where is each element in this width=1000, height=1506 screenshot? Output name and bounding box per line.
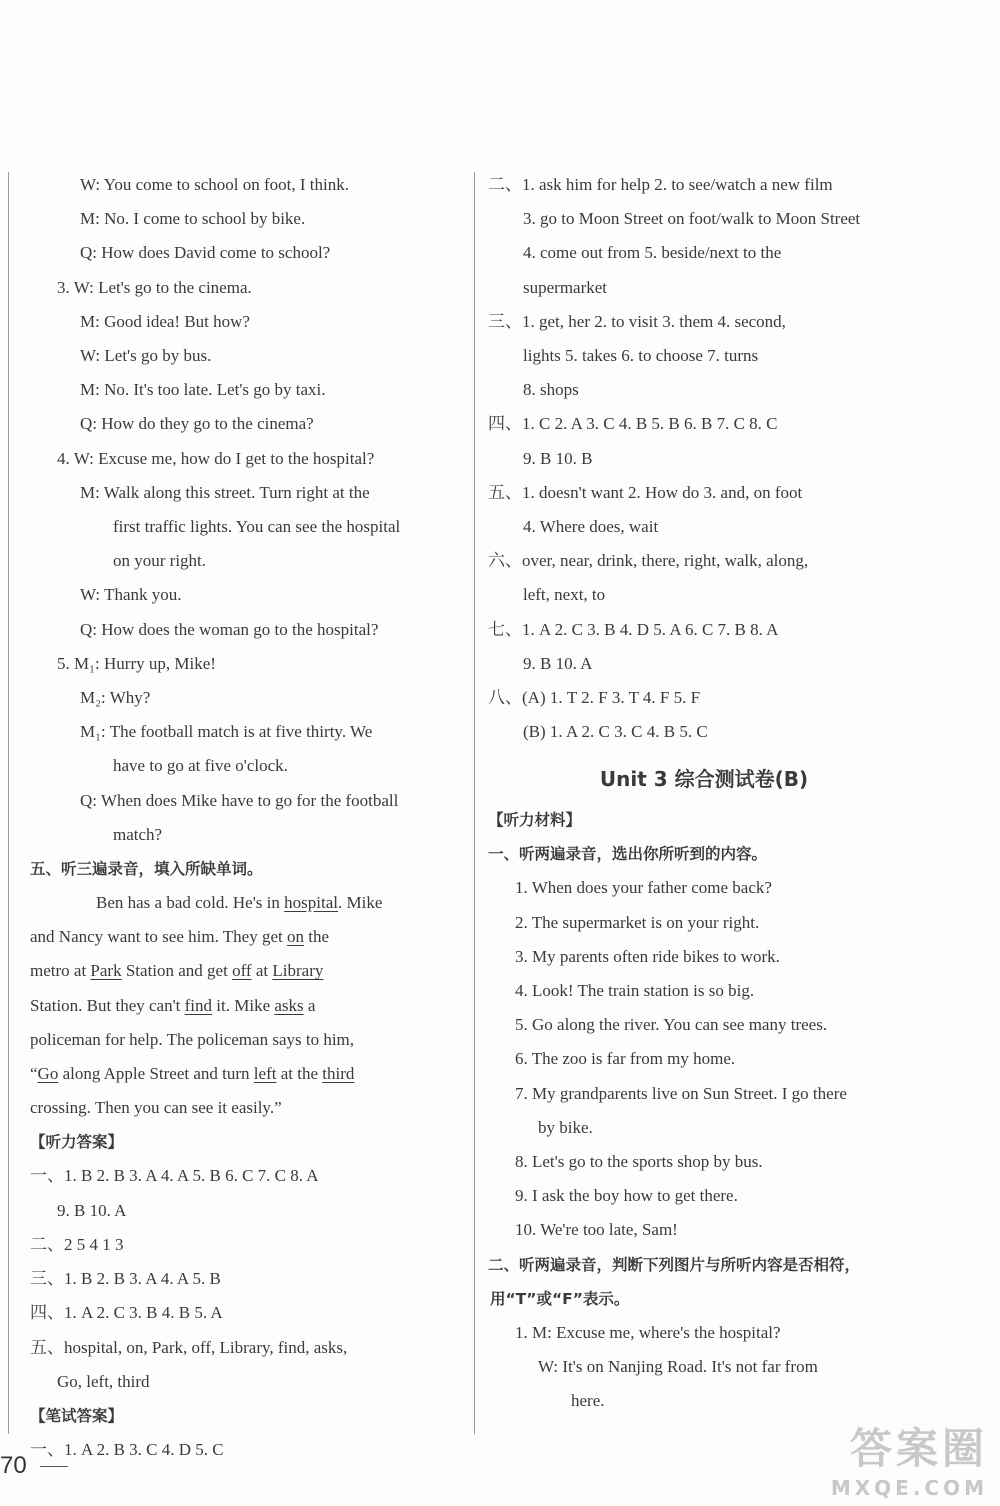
text-line: 一、1. B 2. B 3. A 4. A 5. B 6. C 7. C 8. A — [30, 1166, 319, 1186]
text-line: left, next, to — [523, 585, 606, 605]
text-line: 六、over, near, drink, there, right, walk, along, — [488, 551, 809, 571]
passage-line: Station. But they can't find it. Mike asks a — [30, 995, 316, 1015]
text-line: by bike. — [538, 1117, 593, 1137]
column-divider — [474, 172, 475, 1434]
text-line: 9. I ask the boy how to get there. — [515, 1186, 738, 1206]
right-column — [488, 168, 920, 1418]
section-heading: 五、听三遍录音，填入所缺单词。 — [30, 860, 263, 879]
page-number-dash — [40, 1466, 68, 1467]
text-line: M₁: The football match is at five thirty. We — [80, 722, 373, 742]
text-line: 8. Let's go to the sports shop by bus. — [515, 1152, 763, 1172]
text-line: 五、hospital, on, Park, off, Library, find, asks, — [30, 1337, 348, 1357]
text-line: 4. come out from 5. beside/next to the — [523, 243, 782, 263]
text-line: 二、1. ask him for help 2. to see/watch a new film — [488, 175, 833, 194]
text-line: 3. go to Moon Street on foot/walk to Moon Street — [523, 209, 861, 229]
dialog-transcript — [30, 168, 460, 852]
written-answers-heading: 【笔试答案】 — [30, 1406, 124, 1425]
text-line: 1. M: Excuse me, where's the hospital? — [515, 1322, 781, 1342]
text-line: W: You come to school on foot, I think. — [80, 175, 349, 194]
text-line: 6. The zoo is far from my home. — [515, 1049, 736, 1069]
text-line: M: Good idea! But how? — [80, 311, 250, 331]
text-line: first traffic lights. You can see the hospital — [113, 517, 401, 537]
text-line: 三、1. get, her 2. to visit 3. them 4. second, — [488, 311, 786, 331]
listening-answers-heading: 【听力答案】 — [30, 1133, 124, 1152]
listening-items — [488, 871, 920, 1247]
text-line: 八、(A) 1. T 2. F 3. T 4. F 5. F — [488, 688, 701, 708]
listening-dialog — [488, 1316, 920, 1419]
answer-key — [488, 168, 920, 749]
text-line: W: Thank you. — [80, 585, 182, 605]
text-line: 四、1. A 2. C 3. B 4. B 5. A — [30, 1303, 223, 1323]
passage-line: and Nancy want to see him. They get on the — [30, 927, 330, 947]
text-line: match? — [113, 824, 163, 844]
fill-in-passage — [30, 886, 460, 1125]
text-line: here. — [571, 1391, 605, 1411]
written-answers — [30, 1433, 460, 1467]
text-line: 3. My parents often ride bikes to work. — [515, 946, 780, 966]
text-line: 七、1. A 2. C 3. B 4. D 5. A 6. C 7. B 8. A — [488, 619, 779, 639]
text-line: 四、1. C 2. A 3. C 4. B 5. B 6. B 7. C 8. C — [488, 414, 778, 434]
text-line: M: No. I come to school by bike. — [80, 209, 306, 229]
text-line: Q: How does David come to school? — [80, 243, 331, 263]
text-line: 7. My grandparents live on Sun Street. I go there — [515, 1083, 847, 1103]
text-line: 9. B 10. A — [57, 1200, 127, 1220]
text-line: 10. We're too late, Sam! — [515, 1220, 678, 1240]
text-line: supermarket — [523, 277, 608, 297]
text-line: 4. W: Excuse me, how do I get to the hospital? — [57, 448, 375, 468]
text-line: Q: How do they go to the cinema? — [80, 414, 314, 434]
left-margin-rule — [8, 172, 9, 1434]
listening-answers — [30, 1159, 460, 1398]
text-line: M₂: Why? — [80, 688, 151, 708]
text-line: Q: When does Mike have to go for the football — [80, 790, 399, 810]
text-line: 5. M₁: Hurry up, Mike! — [57, 653, 216, 673]
passage-line: “Go along Apple Street and turn left at the third — [30, 1064, 355, 1084]
page-number: 70 — [0, 1452, 27, 1479]
text-line: W: It's on Nanjing Road. It's not far from — [538, 1356, 818, 1376]
text-line: W: Let's go by bus. — [80, 346, 212, 366]
text-line: on your right. — [113, 551, 207, 571]
text-line: Go, left, third — [57, 1371, 150, 1391]
section-heading-cont: 用“T”或“F”表示。 — [490, 1289, 630, 1308]
watermark-logo: 答案圈 MXQE.COM — [830, 1424, 988, 1500]
text-line: 五、1. doesn't want 2. How do 3. and, on foot — [488, 482, 803, 502]
passage-line: Ben has a bad cold. He's in hospital. Mike — [96, 893, 383, 913]
text-line: 4. Look! The train station is so big. — [515, 981, 755, 1001]
section-heading: 一、听两遍录音，选出你所听到的内容。 — [488, 845, 768, 864]
text-line: 5. Go along the river. You can see many trees. — [515, 1015, 828, 1035]
passage-line: crossing. Then you can see it easily.” — [30, 1098, 282, 1118]
text-line: 1. When does your father come back? — [515, 878, 772, 898]
text-line: M: Walk along this street. Turn right at the — [80, 482, 370, 502]
text-line: (B) 1. A 2. C 3. C 4. B 5. C — [523, 722, 708, 742]
left-column — [30, 168, 460, 1467]
text-line: 4. Where does, wait — [523, 517, 659, 537]
text-line: Q: How does the woman go to the hospital? — [80, 619, 379, 639]
text-line: 一、1. A 2. B 3. C 4. D 5. C — [30, 1439, 224, 1459]
text-line: 9. B 10. A — [523, 653, 593, 673]
text-line: 2. The supermarket is on your right. — [515, 912, 760, 932]
text-line: 8. shops — [523, 380, 579, 400]
text-line: lights 5. takes 6. to choose 7. turns — [523, 346, 759, 366]
text-line: 二、2 5 4 1 3 — [30, 1234, 124, 1254]
text-line: 9. B 10. B — [523, 448, 593, 468]
text-line: have to go at five o'clock. — [113, 756, 288, 776]
text-line: 3. W: Let's go to the cinema. — [57, 277, 252, 297]
section-heading: 二、听两遍录音，判断下列图片与所听内容是否相符， — [488, 1255, 861, 1274]
unit-title: Unit 3 综合测试卷(B) — [599, 767, 809, 792]
passage-line: policeman for help. The policeman says to him, — [30, 1029, 355, 1049]
text-line: 三、1. B 2. B 3. A 4. A 5. B — [30, 1269, 221, 1289]
listening-material-heading: 【听力材料】 — [488, 811, 582, 830]
passage-line: metro at Park Station and get off at Library — [30, 961, 324, 981]
text-line: M: No. It's too late. Let's go by taxi. — [80, 380, 326, 400]
